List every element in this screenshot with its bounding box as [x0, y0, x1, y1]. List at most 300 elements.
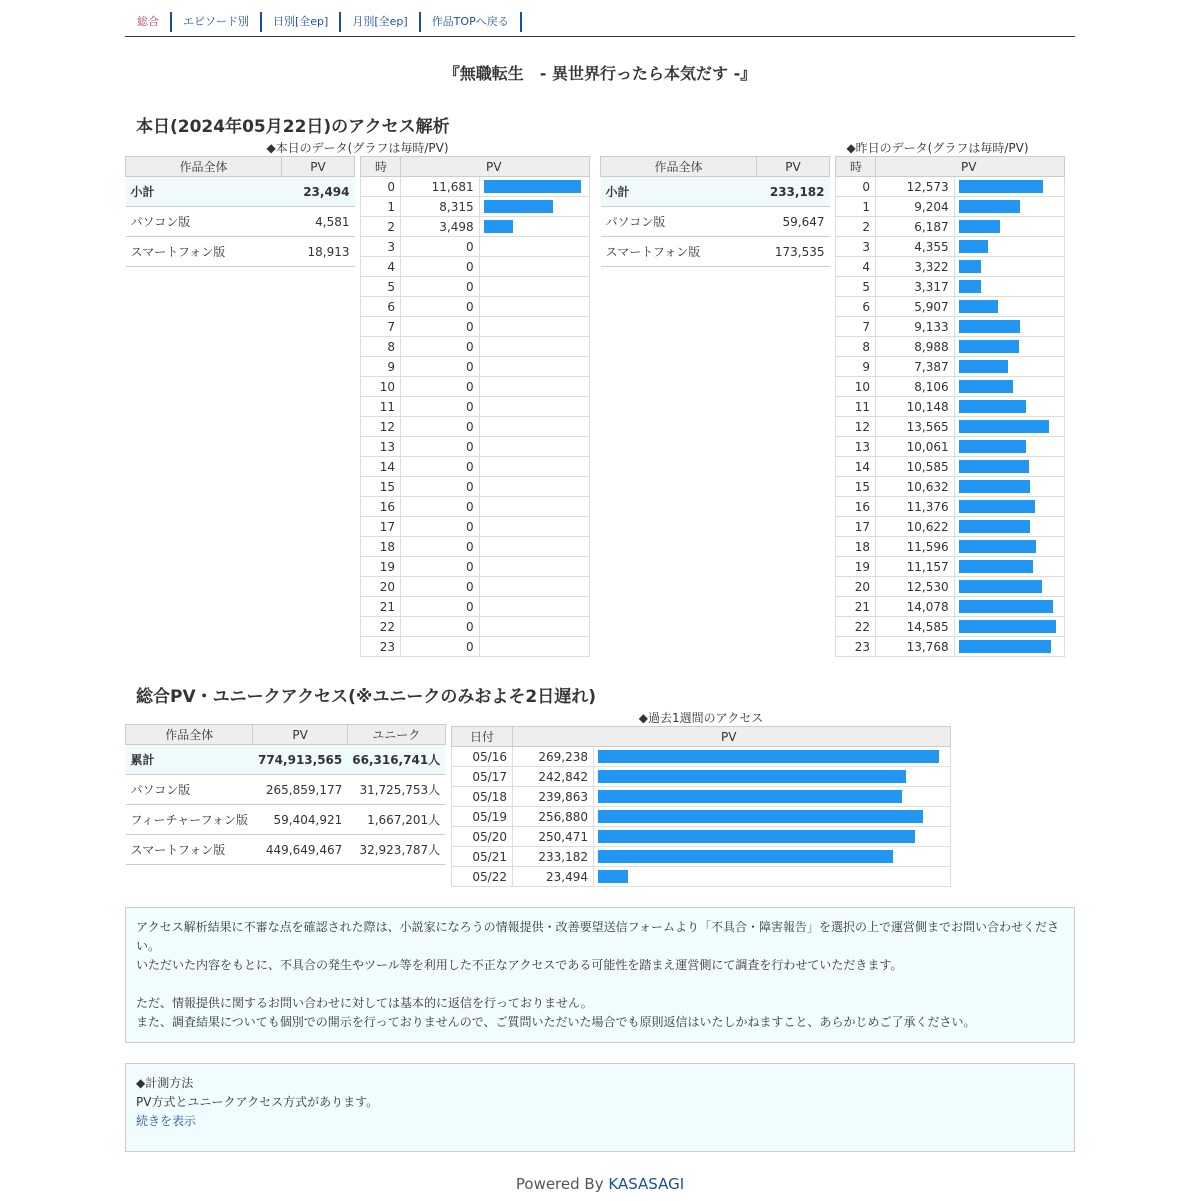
yesterday-hour-bar-cell — [954, 597, 1064, 617]
nav-item-by-episode[interactable]: エピソード別 — [172, 12, 262, 32]
yesterday-hour-pv: 13,565 — [876, 417, 955, 437]
yesterday-hour-row — [836, 637, 1065, 657]
today-hour-label: 23 — [361, 637, 401, 657]
yesterday-hour-bar — [959, 320, 1020, 333]
top-nav — [125, 10, 1075, 37]
show-more-link[interactable]: 続きを表示 — [136, 1114, 197, 1128]
yesterday-hour-label: 12 — [836, 417, 876, 437]
yesterday-hour-bar — [959, 500, 1035, 513]
today-hour-row — [361, 417, 590, 437]
today-hour-bar-cell — [479, 277, 589, 297]
yesterday-hour-row — [836, 217, 1065, 237]
kasasagi-link[interactable]: KASASAGI — [608, 1175, 685, 1193]
week-date: 05/20 — [452, 827, 513, 847]
yesterday-hour-pv: 11,376 — [876, 497, 955, 517]
notice-spacer — [136, 975, 1064, 994]
yesterday-hour-bar — [959, 400, 1026, 413]
nav-item-daily[interactable]: 日別[全ep] — [262, 12, 341, 32]
yesterday-hour-label: 4 — [836, 257, 876, 277]
today-hour-label: 1 — [361, 197, 401, 217]
notice-line-4: また、調査結果についても個別での開示を行っておりませんので、ご質問いただいた場合でも原則返信はいたしかねますこと、あらかじめご了承ください。 — [136, 1015, 976, 1029]
today-hour-pv: 0 — [401, 317, 480, 337]
notice-box — [125, 907, 1075, 1043]
yesterday-hour-bar-cell — [954, 437, 1064, 457]
today-hour-row — [361, 517, 590, 537]
today-hour-row — [361, 357, 590, 377]
today-caption: ◆本日のデータ(グラフは毎時/PV) — [266, 141, 449, 155]
today-hour-bar-cell — [479, 297, 589, 317]
today-hour-bar-cell — [479, 457, 589, 477]
yesterday-hour-label: 15 — [836, 477, 876, 497]
yesterday-hour-pv: 10,585 — [876, 457, 955, 477]
overall-header-unique: ユニーク — [347, 725, 445, 745]
yesterday-hour-bar-cell — [954, 477, 1064, 497]
today-hour-pv: 0 — [401, 577, 480, 597]
yesterday-hour-bar-cell — [954, 237, 1064, 257]
today-hour-row — [361, 317, 590, 337]
today-summary-table — [125, 156, 355, 267]
today-hour-pv: 0 — [401, 537, 480, 557]
week-header-date: 日付 — [452, 727, 513, 747]
yesterday-hour-pv: 13,768 — [876, 637, 955, 657]
yesterday-summary-header-work: 作品全体 — [601, 157, 757, 177]
today-hour-bar-cell — [479, 357, 589, 377]
yesterday-hour-row — [836, 377, 1065, 397]
overall-featurephone-label: フィーチャーフォン版 — [126, 805, 253, 835]
yesterday-summary-header-pv: PV — [757, 157, 830, 177]
today-hour-row — [361, 237, 590, 257]
yesterday-hour-bar — [959, 620, 1056, 633]
today-smartphone-value: 18,913 — [282, 237, 355, 267]
yesterday-smartphone-row — [601, 237, 830, 267]
today-hourly-header-pv: PV — [401, 157, 590, 177]
today-hour-pv: 0 — [401, 457, 480, 477]
overall-total-label: 累計 — [126, 745, 253, 775]
today-hour-label: 13 — [361, 437, 401, 457]
yesterday-hour-bar — [959, 180, 1043, 193]
yesterday-hour-pv: 10,632 — [876, 477, 955, 497]
today-hour-pv: 0 — [401, 357, 480, 377]
yesterday-hour-bar — [959, 340, 1019, 353]
yesterday-hour-row — [836, 197, 1065, 217]
week-bar — [598, 750, 939, 763]
yesterday-hour-bar-cell — [954, 197, 1064, 217]
overall-total-pv: 774,913,565 — [253, 745, 347, 775]
overall-featurephone-row — [126, 805, 446, 835]
yesterday-hour-label: 0 — [836, 177, 876, 197]
yesterday-hour-row — [836, 457, 1065, 477]
overall-header-pv: PV — [253, 725, 347, 745]
today-hourly-table — [360, 156, 590, 657]
week-bar-cell — [594, 847, 951, 867]
method-box — [125, 1063, 1075, 1152]
yesterday-hour-bar-cell — [954, 537, 1064, 557]
overall-pc-row — [126, 775, 446, 805]
week-bar-cell — [594, 827, 951, 847]
today-hour-bar-cell — [479, 437, 589, 457]
yesterday-hour-bar — [959, 220, 1000, 233]
yesterday-hour-pv: 14,585 — [876, 617, 955, 637]
yesterday-hour-bar — [959, 640, 1051, 653]
week-row — [452, 747, 951, 767]
today-hour-bar-cell — [479, 517, 589, 537]
yesterday-hour-bar-cell — [954, 397, 1064, 417]
today-subtotal-value: 23,494 — [282, 177, 355, 207]
week-bar — [598, 770, 906, 783]
yesterday-hour-bar-cell — [954, 277, 1064, 297]
today-hour-label: 21 — [361, 597, 401, 617]
yesterday-hour-row — [836, 397, 1065, 417]
week-pv: 233,182 — [513, 847, 594, 867]
yesterday-hour-pv: 5,907 — [876, 297, 955, 317]
yesterday-hour-row — [836, 237, 1065, 257]
yesterday-pc-row — [601, 207, 830, 237]
today-subtotal-label: 小計 — [126, 177, 282, 207]
page-title: 『無職転生 - 異世界行ったら本気だす -』 — [443, 64, 757, 83]
yesterday-pc-value: 59,647 — [757, 207, 830, 237]
yesterday-hour-pv: 3,322 — [876, 257, 955, 277]
week-pv: 23,494 — [513, 867, 594, 887]
yesterday-hour-bar-cell — [954, 497, 1064, 517]
yesterday-hour-row — [836, 537, 1065, 557]
overall-featurephone-pv: 59,404,921 — [253, 805, 347, 835]
today-hour-bar-cell — [479, 377, 589, 397]
today-hour-row — [361, 597, 590, 617]
today-hour-bar — [484, 220, 513, 233]
yesterday-smartphone-label: スマートフォン版 — [601, 237, 757, 267]
yesterday-hour-bar-cell — [954, 177, 1064, 197]
method-text: PV方式とユニークアクセス方式があります。 — [136, 1095, 379, 1109]
today-hour-bar-cell — [479, 197, 589, 217]
yesterday-hour-label: 5 — [836, 277, 876, 297]
notice-line-3: ただ、情報提供に関するお問い合わせに対しては基本的に返信を行っておりません。 — [136, 996, 593, 1010]
yesterday-hour-pv: 6,187 — [876, 217, 955, 237]
today-hour-bar-cell — [479, 417, 589, 437]
yesterday-hour-row — [836, 497, 1065, 517]
today-hour-label: 11 — [361, 397, 401, 417]
yesterday-pc-label: パソコン版 — [601, 207, 757, 237]
yesterday-hour-bar-cell — [954, 577, 1064, 597]
yesterday-hour-bar — [959, 380, 1013, 393]
today-hour-pv: 0 — [401, 497, 480, 517]
yesterday-hour-label: 11 — [836, 397, 876, 417]
yesterday-hour-bar — [959, 540, 1036, 553]
yesterday-summary-table — [600, 156, 830, 267]
yesterday-hour-row — [836, 277, 1065, 297]
today-hour-label: 17 — [361, 517, 401, 537]
week-row — [452, 867, 951, 887]
overall-smartphone-row — [126, 835, 446, 865]
nav-item-back-to-top[interactable]: 作品TOPへ戻る — [421, 12, 522, 32]
week-bar — [598, 810, 923, 823]
week-row — [452, 767, 951, 787]
yesterday-hour-bar-cell — [954, 297, 1064, 317]
today-hour-pv: 0 — [401, 477, 480, 497]
yesterday-hour-pv: 10,622 — [876, 517, 955, 537]
today-hour-row — [361, 197, 590, 217]
yesterday-smartphone-value: 173,535 — [757, 237, 830, 267]
today-hour-bar-cell — [479, 637, 589, 657]
footer — [0, 1175, 1200, 1193]
yesterday-hour-pv: 10,148 — [876, 397, 955, 417]
today-hour-bar-cell — [479, 617, 589, 637]
today-hour-label: 4 — [361, 257, 401, 277]
nav-item-monthly[interactable]: 月別[全ep] — [341, 12, 420, 32]
today-hour-row — [361, 437, 590, 457]
nav-item-overview[interactable]: 総合 — [133, 12, 172, 32]
yesterday-hour-label: 19 — [836, 557, 876, 577]
yesterday-hour-pv: 11,157 — [876, 557, 955, 577]
week-date: 05/17 — [452, 767, 513, 787]
yesterday-hour-bar-cell — [954, 217, 1064, 237]
yesterday-hour-row — [836, 357, 1065, 377]
yesterday-hour-bar-cell — [954, 377, 1064, 397]
yesterday-subtotal-label: 小計 — [601, 177, 757, 207]
yesterday-hour-label: 13 — [836, 437, 876, 457]
today-smartphone-label: スマートフォン版 — [126, 237, 282, 267]
yesterday-hour-bar — [959, 360, 1008, 373]
week-bar-cell — [594, 747, 951, 767]
week-date: 05/21 — [452, 847, 513, 867]
yesterday-hour-row — [836, 177, 1065, 197]
today-hour-row — [361, 277, 590, 297]
today-hour-label: 18 — [361, 537, 401, 557]
today-hour-pv: 0 — [401, 297, 480, 317]
today-hour-row — [361, 397, 590, 417]
today-hour-label: 5 — [361, 277, 401, 297]
yesterday-hour-label: 17 — [836, 517, 876, 537]
yesterday-hour-row — [836, 437, 1065, 457]
yesterday-hour-bar-cell — [954, 457, 1064, 477]
week-bar — [598, 870, 628, 883]
yesterday-hour-pv: 12,573 — [876, 177, 955, 197]
today-hour-pv: 0 — [401, 397, 480, 417]
yesterday-hour-label: 10 — [836, 377, 876, 397]
week-bar-cell — [594, 787, 951, 807]
today-hour-row — [361, 497, 590, 517]
yesterday-hour-label: 2 — [836, 217, 876, 237]
week-bar — [598, 790, 902, 803]
week-header-pv: PV — [513, 727, 951, 747]
yesterday-hour-label: 23 — [836, 637, 876, 657]
week-pv: 250,471 — [513, 827, 594, 847]
yesterday-hour-bar — [959, 200, 1020, 213]
today-hour-pv: 0 — [401, 517, 480, 537]
yesterday-hour-pv: 8,106 — [876, 377, 955, 397]
overall-pc-label: パソコン版 — [126, 775, 253, 805]
yesterday-hour-label: 8 — [836, 337, 876, 357]
today-hour-pv: 0 — [401, 417, 480, 437]
today-hour-bar-cell — [479, 337, 589, 357]
today-hour-bar-cell — [479, 577, 589, 597]
overall-featurephone-unique: 1,667,201人 — [347, 805, 445, 835]
today-hour-bar-cell — [479, 477, 589, 497]
yesterday-hour-row — [836, 517, 1065, 537]
yesterday-hourly-table — [835, 156, 1065, 657]
today-hour-label: 14 — [361, 457, 401, 477]
yesterday-hour-bar-cell — [954, 417, 1064, 437]
today-hour-label: 15 — [361, 477, 401, 497]
today-hour-label: 0 — [361, 177, 401, 197]
overall-table — [125, 724, 446, 865]
yesterday-hour-pv: 12,530 — [876, 577, 955, 597]
today-smartphone-row — [126, 237, 355, 267]
today-hour-pv: 0 — [401, 557, 480, 577]
notice-line-2: いただいた内容をもとに、不具合の発生やツール等を利用した不正なアクセスである可能性を踏まえ運営側にて調査を行わせていただきます。 — [136, 958, 903, 972]
yesterday-hour-row — [836, 617, 1065, 637]
yesterday-hour-bar — [959, 580, 1042, 593]
yesterday-hour-bar — [959, 600, 1053, 613]
yesterday-hour-label: 3 — [836, 237, 876, 257]
week-bar-cell — [594, 867, 951, 887]
yesterday-hour-bar-cell — [954, 617, 1064, 637]
today-hour-bar-cell — [479, 217, 589, 237]
yesterday-hour-label: 7 — [836, 317, 876, 337]
today-hour-label: 6 — [361, 297, 401, 317]
today-hour-row — [361, 637, 590, 657]
today-hour-pv: 11,681 — [401, 177, 480, 197]
today-hour-pv: 0 — [401, 377, 480, 397]
yesterday-hour-label: 6 — [836, 297, 876, 317]
today-hour-label: 20 — [361, 577, 401, 597]
overall-header-work: 作品全体 — [126, 725, 253, 745]
today-hour-pv: 0 — [401, 597, 480, 617]
yesterday-hour-bar — [959, 240, 988, 253]
yesterday-hour-pv: 9,204 — [876, 197, 955, 217]
yesterday-hourly-header-hour: 時 — [836, 157, 876, 177]
today-hour-row — [361, 477, 590, 497]
yesterday-hour-bar-cell — [954, 337, 1064, 357]
week-row — [452, 827, 951, 847]
today-summary-header-work: 作品全体 — [126, 157, 282, 177]
today-hour-label: 3 — [361, 237, 401, 257]
yesterday-hour-bar-cell — [954, 357, 1064, 377]
yesterday-caption: ◆昨日のデータ(グラフは毎時/PV) — [846, 141, 1029, 155]
yesterday-hour-bar — [959, 560, 1033, 573]
today-pc-row — [126, 207, 355, 237]
yesterday-hour-bar — [959, 420, 1049, 433]
week-pv: 242,842 — [513, 767, 594, 787]
yesterday-hour-row — [836, 257, 1065, 277]
today-hour-row — [361, 177, 590, 197]
yesterday-hour-bar-cell — [954, 637, 1064, 657]
week-row — [452, 847, 951, 867]
week-date: 05/19 — [452, 807, 513, 827]
yesterday-hour-row — [836, 337, 1065, 357]
overall-smartphone-unique: 32,923,787人 — [347, 835, 445, 865]
today-hour-pv: 8,315 — [401, 197, 480, 217]
yesterday-hour-pv: 11,596 — [876, 537, 955, 557]
today-hour-pv: 0 — [401, 437, 480, 457]
overall-pc-unique: 31,725,753人 — [347, 775, 445, 805]
today-hour-pv: 3,498 — [401, 217, 480, 237]
yesterday-hour-row — [836, 297, 1065, 317]
yesterday-hour-bar-cell — [954, 557, 1064, 577]
today-hour-bar — [484, 180, 581, 193]
today-pc-label: パソコン版 — [126, 207, 282, 237]
today-hour-row — [361, 557, 590, 577]
today-hour-label: 7 — [361, 317, 401, 337]
week-bar — [598, 850, 893, 863]
today-hour-bar-cell — [479, 497, 589, 517]
week-pv: 256,880 — [513, 807, 594, 827]
yesterday-hour-label: 22 — [836, 617, 876, 637]
today-hour-bar-cell — [479, 317, 589, 337]
week-table — [451, 726, 951, 887]
yesterday-hour-pv: 4,355 — [876, 237, 955, 257]
method-title: ◆計測方法 — [136, 1076, 194, 1090]
yesterday-hour-row — [836, 577, 1065, 597]
today-hour-row — [361, 217, 590, 237]
today-hour-bar-cell — [479, 257, 589, 277]
yesterday-hour-pv: 7,387 — [876, 357, 955, 377]
today-hour-label: 19 — [361, 557, 401, 577]
today-pc-value: 4,581 — [282, 207, 355, 237]
today-hour-pv: 0 — [401, 617, 480, 637]
today-hour-bar-cell — [479, 597, 589, 617]
overall-smartphone-pv: 449,649,467 — [253, 835, 347, 865]
week-bar — [598, 830, 915, 843]
week-bar-cell — [594, 807, 951, 827]
yesterday-hour-label: 18 — [836, 537, 876, 557]
overall-heading: 総合PV・ユニークアクセス(※ユニークのみおよそ2日遅れ) — [136, 687, 596, 707]
footer-prefix: Powered By — [515, 1175, 604, 1193]
today-summary-header-pv: PV — [282, 157, 355, 177]
today-hour-row — [361, 577, 590, 597]
yesterday-hour-row — [836, 417, 1065, 437]
yesterday-hour-row — [836, 317, 1065, 337]
yesterday-hour-label: 14 — [836, 457, 876, 477]
yesterday-hour-pv: 10,061 — [876, 437, 955, 457]
today-hour-bar-cell — [479, 537, 589, 557]
yesterday-hour-label: 1 — [836, 197, 876, 217]
today-hour-bar-cell — [479, 397, 589, 417]
today-hour-row — [361, 377, 590, 397]
yesterday-hour-label: 9 — [836, 357, 876, 377]
yesterday-hour-bar — [959, 520, 1030, 533]
yesterday-hour-pv: 3,317 — [876, 277, 955, 297]
overall-smartphone-label: スマートフォン版 — [126, 835, 253, 865]
week-pv: 239,863 — [513, 787, 594, 807]
today-hour-label: 10 — [361, 377, 401, 397]
week-row — [452, 807, 951, 827]
yesterday-hour-row — [836, 557, 1065, 577]
today-hour-label: 8 — [361, 337, 401, 357]
today-hour-row — [361, 617, 590, 637]
today-hour-pv: 0 — [401, 257, 480, 277]
week-row — [452, 787, 951, 807]
today-hour-pv: 0 — [401, 337, 480, 357]
yesterday-hour-bar — [959, 480, 1030, 493]
yesterday-hour-pv: 9,133 — [876, 317, 955, 337]
yesterday-hour-pv: 8,988 — [876, 337, 955, 357]
notice-line-1: アクセス解析結果に不審な点を確認された際は、小説家になろうの情報提供・改善要望送信フォームより「不具合・障害報告」を選択の上で運営側までお問い合わせください。 — [136, 920, 1060, 953]
yesterday-hour-row — [836, 597, 1065, 617]
yesterday-hour-pv: 14,078 — [876, 597, 955, 617]
yesterday-hour-bar — [959, 260, 981, 273]
yesterday-hour-bar — [959, 300, 998, 313]
today-hour-bar-cell — [479, 557, 589, 577]
today-hour-row — [361, 297, 590, 317]
yesterday-hour-bar — [959, 460, 1029, 473]
today-hour-bar-cell — [479, 177, 589, 197]
today-hour-bar — [484, 200, 553, 213]
week-pv: 269,238 — [513, 747, 594, 767]
week-date: 05/22 — [452, 867, 513, 887]
overall-total-row — [126, 745, 446, 775]
today-hour-row — [361, 257, 590, 277]
yesterday-subtotal-row — [601, 177, 830, 207]
